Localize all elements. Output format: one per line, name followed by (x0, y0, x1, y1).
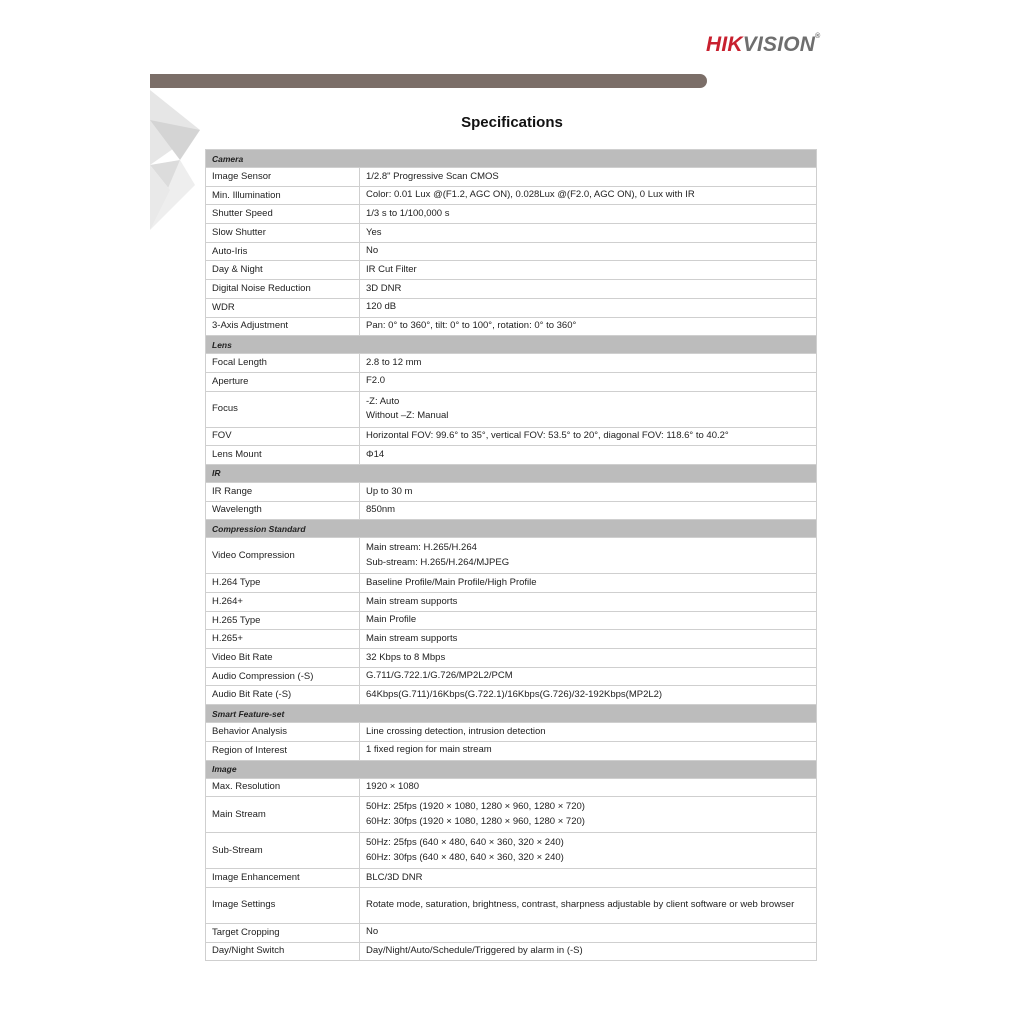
spec-value-line: Pan: 0° to 360°, tilt: 0° to 100°, rotation: 0° to 360° (366, 320, 577, 332)
spec-value-line: Sub-stream: H.265/H.264/MJPEG (366, 556, 510, 568)
spec-label: Sub-Stream (206, 833, 360, 869)
spec-row (206, 298, 817, 317)
spec-value-line: Horizontal FOV: 99.6° to 35°, vertical FOV: 53.5° to 20°, diagonal FOV: 118.6° to 40.2° (366, 430, 729, 442)
spec-value-line: 50Hz: 25fps (1920 × 1080, 1280 × 960, 1280 × 720) (366, 801, 585, 813)
spec-row (206, 942, 817, 961)
spec-label: Aperture (206, 372, 360, 391)
spec-label: Min. Illumination (206, 186, 360, 205)
header-bar (150, 74, 707, 88)
spec-row (206, 869, 817, 888)
spec-value (360, 501, 817, 520)
logo-vision: VISION (742, 33, 816, 56)
spec-value-line: 3D DNR (366, 282, 402, 294)
spec-label: Region of Interest (206, 741, 360, 760)
spec-label: H.264+ (206, 593, 360, 612)
spec-value (360, 205, 817, 224)
section-title: Compression Standard (206, 520, 817, 538)
spec-row (206, 446, 817, 465)
spec-value (360, 630, 817, 649)
section-header-row (206, 705, 817, 723)
spec-value (360, 280, 817, 299)
spec-value-line: Baseline Profile/Main Profile/High Profile (366, 576, 537, 588)
spec-value (360, 261, 817, 280)
spec-row (206, 797, 817, 833)
spec-row (206, 593, 817, 612)
spec-label: WDR (206, 298, 360, 317)
spec-row (206, 354, 817, 373)
spec-label: Day/Night Switch (206, 942, 360, 961)
spec-value (360, 242, 817, 261)
spec-value (360, 168, 817, 187)
spec-label: Lens Mount (206, 446, 360, 465)
section-header-row (206, 464, 817, 482)
spec-value (360, 574, 817, 593)
logo-registered-mark: ® (815, 33, 821, 40)
spec-label: Image Settings (206, 887, 360, 923)
spec-label: Focal Length (206, 354, 360, 373)
spec-value-line: 50Hz: 25fps (640 × 480, 640 × 360, 320 × 240) (366, 837, 564, 849)
spec-row (206, 741, 817, 760)
spec-value-line: F2.0 (366, 375, 386, 387)
spec-label: Shutter Speed (206, 205, 360, 224)
spec-label: Wavelength (206, 501, 360, 520)
spec-value-line: G.711/G.722.1/G.726/MP2L2/PCM (366, 670, 513, 682)
spec-value-line: 64Kbps(G.711)/16Kbps(G.722.1)/16Kbps(G.726)/32-192Kbps(MP2L2) (366, 689, 663, 701)
spec-value (360, 741, 817, 760)
spec-label: Auto-Iris (206, 242, 360, 261)
spec-value (360, 667, 817, 686)
spec-value (360, 354, 817, 373)
spec-value-line: 1/3 s to 1/100,000 s (366, 207, 450, 219)
spec-value-line: -Z: Auto (366, 395, 400, 407)
section-title: Image (206, 760, 817, 778)
spec-value-line: Φ14 (366, 448, 385, 460)
spec-value-line: Main stream: H.265/H.264 (366, 542, 477, 554)
spec-row (206, 391, 817, 427)
spec-label: H.264 Type (206, 574, 360, 593)
spec-row (206, 923, 817, 942)
spec-label: Audio Bit Rate (-S) (206, 686, 360, 705)
spec-value-line: 2.8 to 12 mm (366, 356, 422, 368)
spec-value (360, 224, 817, 243)
spec-row (206, 280, 817, 299)
spec-value-line: Rotate mode, saturation, brightness, contrast, sharpness adjustable by client software or web browser (366, 899, 795, 911)
spec-row (206, 887, 817, 923)
spec-value-line: Without –Z: Manual (366, 410, 449, 422)
spec-row (206, 186, 817, 205)
spec-value (360, 723, 817, 742)
spec-row (206, 372, 817, 391)
section-header-row (206, 150, 817, 168)
section-title: Camera (206, 150, 817, 168)
spec-value-line: 1 fixed region for main stream (366, 744, 492, 756)
spec-label: Digital Noise Reduction (206, 280, 360, 299)
spec-value-line: Line crossing detection, intrusion detection (366, 725, 546, 737)
page-title: Specifications (461, 114, 563, 131)
spec-value (360, 649, 817, 668)
spec-label: H.265 Type (206, 611, 360, 630)
spec-value (360, 923, 817, 942)
spec-value (360, 686, 817, 705)
spec-row (206, 667, 817, 686)
spec-value-line: Color: 0.01 Lux @(F1.2, AGC ON), 0.028Lux @(F2.0, AGC ON), 0 Lux with IR (366, 189, 695, 201)
logo-hik: HIK (706, 33, 743, 56)
spec-value-line: Yes (366, 226, 382, 238)
spec-value (360, 942, 817, 961)
spec-label: Target Cropping (206, 923, 360, 942)
spec-row (206, 261, 817, 280)
spec-label: Slow Shutter (206, 224, 360, 243)
spec-label: H.265+ (206, 630, 360, 649)
spec-label: Image Sensor (206, 168, 360, 187)
spec-row (206, 723, 817, 742)
spec-value (360, 833, 817, 869)
spec-value-line: IR Cut Filter (366, 264, 417, 276)
spec-value (360, 446, 817, 465)
spec-row (206, 574, 817, 593)
spec-label: IR Range (206, 482, 360, 501)
specifications-table (205, 149, 817, 961)
spec-label: Max. Resolution (206, 778, 360, 797)
spec-value-line: Main Profile (366, 614, 417, 626)
spec-value-line: No (366, 926, 379, 938)
spec-row (206, 686, 817, 705)
spec-row (206, 833, 817, 869)
section-header-row (206, 760, 817, 778)
spec-value-line: BLC/3D DNR (366, 871, 423, 883)
spec-value (360, 593, 817, 612)
spec-row (206, 205, 817, 224)
spec-value (360, 482, 817, 501)
spec-value (360, 778, 817, 797)
section-header-row (206, 520, 817, 538)
spec-row (206, 630, 817, 649)
spec-row (206, 168, 817, 187)
section-title: Lens (206, 336, 817, 354)
spec-value (360, 391, 817, 427)
spec-value (360, 317, 817, 336)
spec-row (206, 224, 817, 243)
spec-label: Video Bit Rate (206, 649, 360, 668)
spec-label: Video Compression (206, 538, 360, 574)
section-title: IR (206, 464, 817, 482)
spec-value-line: 1/2.8" Progressive Scan CMOS (366, 170, 499, 182)
section-header-row (206, 336, 817, 354)
spec-row (206, 242, 817, 261)
spec-label: Main Stream (206, 797, 360, 833)
spec-value (360, 869, 817, 888)
spec-value-line: Main stream supports (366, 595, 458, 607)
spec-label: FOV (206, 427, 360, 446)
spec-value-line: Up to 30 m (366, 485, 413, 497)
spec-row (206, 649, 817, 668)
spec-value (360, 538, 817, 574)
spec-label: Focus (206, 391, 360, 427)
spec-value (360, 797, 817, 833)
spec-row (206, 778, 817, 797)
spec-row (206, 611, 817, 630)
spec-value-line: 32 Kbps to 8 Mbps (366, 651, 446, 663)
spec-value-line: 60Hz: 30fps (640 × 480, 640 × 360, 320 × 240) (366, 851, 564, 863)
spec-value-line: Day/Night/Auto/Schedule/Triggered by alarm in (-S) (366, 945, 583, 957)
spec-value-line: 1920 × 1080 (366, 781, 420, 793)
spec-value (360, 887, 817, 923)
spec-label: Audio Compression (-S) (206, 667, 360, 686)
spec-value (360, 372, 817, 391)
spec-value-line: 120 dB (366, 301, 397, 313)
spec-row (206, 317, 817, 336)
spec-value-line: No (366, 245, 379, 257)
spec-value-line: 850nm (366, 504, 396, 516)
spec-row (206, 427, 817, 446)
section-title: Smart Feature-set (206, 705, 817, 723)
spec-label: Behavior Analysis (206, 723, 360, 742)
spec-value (360, 611, 817, 630)
spec-row (206, 482, 817, 501)
spec-value (360, 186, 817, 205)
spec-value-line: 60Hz: 30fps (1920 × 1080, 1280 × 960, 1280 × 720) (366, 815, 585, 827)
spec-label: Day & Night (206, 261, 360, 280)
spec-value-line: Main stream supports (366, 632, 458, 644)
spec-label: 3-Axis Adjustment (206, 317, 360, 336)
decorative-triangles-graphic (150, 90, 210, 235)
spec-value (360, 427, 817, 446)
spec-row (206, 538, 817, 574)
spec-label: Image Enhancement (206, 869, 360, 888)
spec-value (360, 298, 817, 317)
hikvision-logo (706, 33, 821, 57)
spec-row (206, 501, 817, 520)
